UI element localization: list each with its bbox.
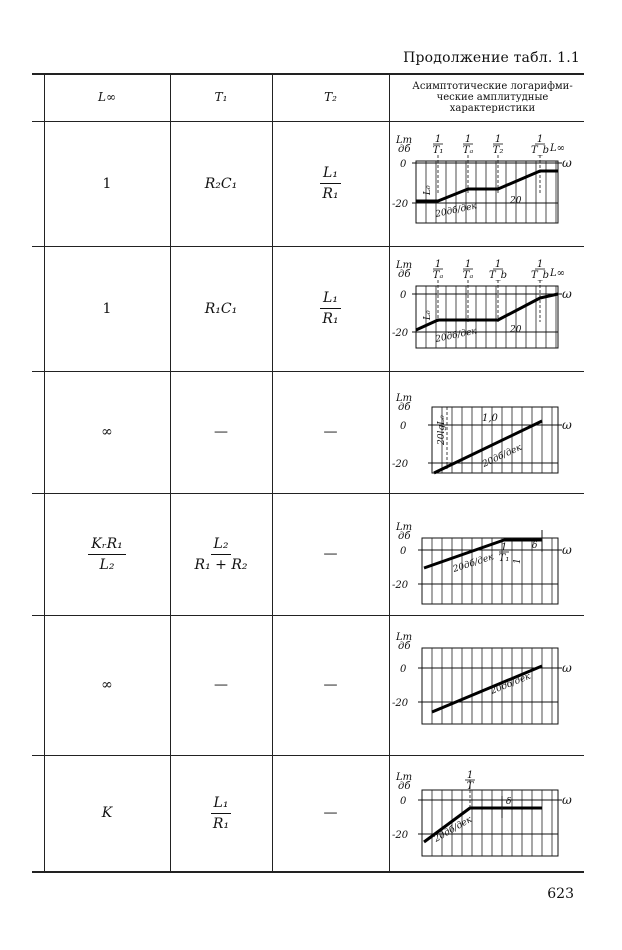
lafc-graph-2 [392, 258, 582, 363]
row-1-col-2 [170, 121, 272, 246]
slope-label: 20дб/дек [432, 814, 474, 845]
denominator: L₂ [99, 556, 115, 573]
row-1-col-3 [272, 121, 389, 246]
denominator: R₁ [322, 311, 339, 327]
l-inf-label: L∞ [550, 268, 565, 279]
l-inf-label: L∞ [550, 143, 565, 154]
freq-t1-den: T₁ [498, 553, 510, 564]
y-axis-unit: дб [398, 641, 411, 652]
asymptote [416, 294, 558, 330]
freq-t-num: 1 [466, 770, 474, 781]
table-caption: Продолжение табл. 1.1 [403, 50, 580, 66]
l0-gain-label: 20lgL₀ [437, 415, 447, 445]
header-t1: T₁ [214, 90, 228, 104]
cell-value: — [214, 677, 228, 693]
fraction [192, 536, 251, 573]
freq-t1-num: 1 [500, 542, 508, 553]
fraction [319, 290, 341, 327]
lafc-graph-5 [392, 628, 582, 753]
page-number: 623 [547, 886, 574, 902]
fraction [319, 165, 341, 202]
freq-ta2-den: Tₐ [462, 270, 474, 281]
tick-0: 0 [400, 664, 407, 675]
tick-0: 0 [400, 290, 407, 301]
y-axis-unit: дб [398, 144, 411, 155]
y-axis-label: Lm [396, 632, 413, 643]
freq-t1-den: T₁ [432, 145, 444, 156]
omega-label: ω [562, 661, 572, 675]
delta-label: δ [532, 541, 538, 551]
freq-ta-num: 1 [464, 134, 472, 145]
omega-label: ω [562, 418, 572, 432]
freq-tb-num: 1 [494, 259, 502, 270]
unit-freq-label: 1,0 [482, 413, 498, 424]
freq-t2-den: T₂ [492, 145, 504, 156]
tick-0: 0 [400, 546, 407, 557]
cell-value: — [323, 805, 338, 821]
lafc-graph-1 [392, 133, 582, 238]
lafc-graph-4 [392, 508, 582, 613]
slope-short-label: 20 [510, 325, 522, 335]
cell-value: R₁C₁ [204, 300, 238, 317]
freq-ta-den: Tₐ [432, 270, 444, 281]
numerator: L₁ [320, 290, 341, 309]
omega-label: ω [562, 287, 572, 301]
row-3-col-1 [44, 371, 170, 493]
cell-value: 1 [102, 300, 112, 317]
freq-t-den: T [466, 781, 474, 792]
header-t2: T₂ [324, 90, 337, 104]
cell-value: R₂C₁ [204, 175, 238, 192]
freq-ta-den: Tₐ [462, 145, 474, 156]
freq-ta-num: 1 [434, 259, 442, 270]
row-2-col-1 [44, 246, 170, 371]
slope-label: 20дб/дек [489, 671, 533, 697]
cell-value: ∞ [101, 677, 113, 693]
denominator: R₁ + R₂ [194, 556, 248, 573]
row-5-col-2 [170, 615, 272, 755]
slope-label: 20дб/дек [481, 442, 524, 470]
row-2-col-3 [272, 246, 389, 371]
l-inf-ratio: 1 [513, 558, 523, 564]
row-4-col-2 [170, 493, 272, 615]
y-axis-label: Lm [396, 772, 413, 783]
numerator: L₁ [320, 165, 341, 184]
denominator: R₁ [212, 815, 230, 832]
freq-tb-den: T_b [488, 270, 508, 281]
tick-0: 0 [400, 421, 407, 432]
freq-tb2-num: 1 [536, 259, 544, 270]
freq-tb-num: 1 [536, 134, 544, 145]
y-axis-label: Lm [396, 522, 413, 533]
tick-0: 0 [400, 159, 407, 170]
y-axis-unit: дб [398, 531, 411, 542]
tick-minus20: -20 [392, 459, 409, 470]
omega-label: ω [562, 793, 572, 807]
header-l-inf: L∞ [98, 90, 116, 104]
cell-value: — [323, 677, 338, 693]
numerator: KᵣR₁ [88, 536, 125, 555]
l0-label: L₀ [423, 310, 433, 320]
tick-minus20: -20 [392, 328, 409, 339]
freq-tb2-den: T_b [530, 270, 550, 281]
numerator: L₂ [211, 536, 232, 555]
omega-label: ω [562, 156, 572, 170]
row-3-col-3 [272, 371, 389, 493]
y-axis-label: Lm [396, 393, 413, 404]
y-axis-unit: дб [398, 269, 411, 280]
tick-0: 0 [400, 796, 407, 807]
l0-label: L₀ [423, 185, 433, 195]
tick-minus20: -20 [392, 698, 409, 709]
row-6-col-3 [272, 755, 389, 871]
row-2-col-2 [170, 246, 272, 371]
fraction [210, 795, 232, 832]
row-1-col-1 [44, 121, 170, 246]
y-axis-label: Lm [396, 135, 413, 146]
fraction [88, 536, 125, 573]
row-5-col-3 [272, 615, 389, 755]
freq-ta2-num: 1 [464, 259, 472, 270]
row-3-col-2 [170, 371, 272, 493]
slope-label: 20дб/дек [434, 201, 478, 220]
tick-minus20: -20 [392, 580, 409, 591]
data-table [32, 73, 584, 873]
lafc-graph-3 [392, 381, 582, 486]
cell-value: 1 [102, 175, 112, 192]
y-axis-unit: дб [398, 781, 411, 792]
row-6-col-2 [170, 755, 272, 871]
y-axis-label: Lm [396, 260, 413, 271]
slope-short-label: 20 [510, 196, 522, 206]
slope-label: 20дб/дек [451, 552, 495, 575]
delta-label: δ [506, 797, 512, 807]
lafc-graph-6 [392, 766, 582, 866]
row-4-col-1 [44, 493, 170, 615]
tick-minus20: -20 [392, 199, 409, 210]
cell-value: ∞ [101, 424, 113, 440]
cell-value: K [101, 805, 113, 821]
tick-minus20: -20 [392, 830, 409, 841]
cell-value: — [323, 546, 338, 562]
header-characteristics: Асимптотические логарифми- ческие амплитудные характеристики [412, 80, 573, 114]
freq-t2-num: 1 [494, 134, 502, 145]
cell-value: — [214, 424, 228, 440]
freq-t1-num: 1 [434, 134, 442, 145]
asymptote [416, 171, 558, 201]
freq-tb-den: T_b [530, 145, 550, 156]
omega-label: ω [562, 543, 572, 557]
row-5-col-1 [44, 615, 170, 755]
y-axis-unit: дб [398, 402, 411, 413]
row-6-col-1 [44, 755, 170, 871]
row-4-col-3 [272, 493, 389, 615]
numerator: L₁ [211, 795, 232, 814]
slope-label: 20дб/дек [434, 326, 478, 345]
cell-value: — [323, 424, 338, 440]
denominator: R₁ [322, 186, 339, 202]
